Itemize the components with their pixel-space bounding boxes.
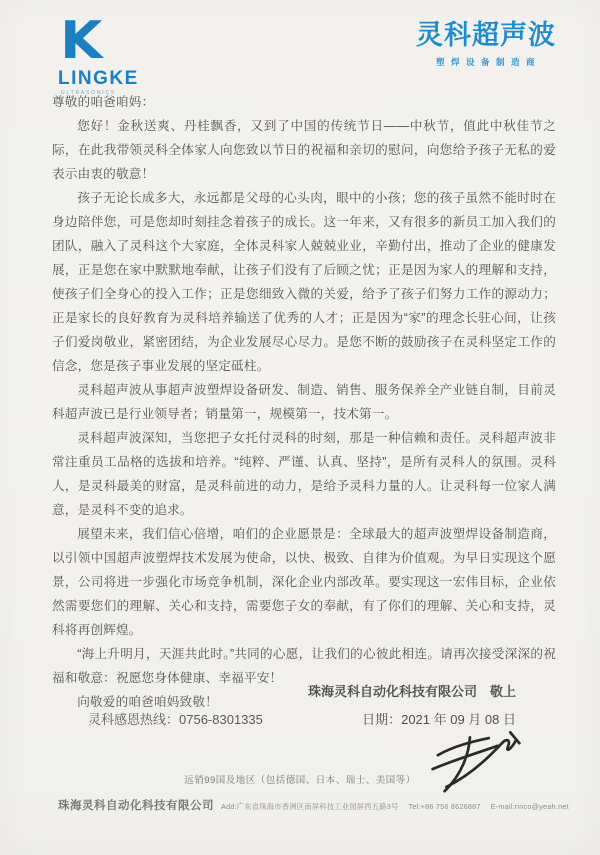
paragraph-1: 您好！金秋送爽、丹桂飘香，又到了中国的传统节日——中秋节，值此中秋佳节之际，在此我带领灵科全体家人向您致以节日的祝福和亲切的慰问，向您给予孩子无私的爱表示由衷的敬意！ <box>52 119 556 181</box>
tribute-line: 向敬爱的咱爸咱妈致敬！ <box>77 695 218 709</box>
footer-address: Add:广东省珠海市香洲区南屏科技工业园屏西五路3号 <box>221 802 399 811</box>
letter-body <box>52 90 556 714</box>
paragraph-2: 孩子无论长成多大，永远都是父母的心头肉，眼中的小孩；您的孩子虽然不能时时在身边陪伴您，可是您却时刻挂念着孩子的成长。这一年来，又有很多的新员工加入我们的团队，融入了灵科这个大家庭，全体灵科家人兢兢业业，辛勤付出，推动了企业的健康发展，正是您在家中默默地奉献，让孩子们没有了后顾之忧；正是因为家人的理解和支持，使孩子们全身心的投入工作；正是您细致入微的关爱，给予了孩子们努力工作的源动力；正是家长的良好教育为灵科培养输送了优秀的人才；正是因为“家”的理念长驻心间，让孩子们爱岗敬业，紧密团结，为企业发展尽心尽力。是您不断的鼓励孩子在灵科坚定工作的信念，您是孩子事业发展的坚定砥柱。 <box>52 191 556 373</box>
footer-email: E-mail:rinco@yeah.net <box>490 802 569 811</box>
paragraph-3: 灵科超声波从事超声波塑焊设备研发、制造、销售、服务保养全产业链自制，目前灵科超声波已是行业领导者；销量第一，规模第一，技术第一。 <box>52 383 556 421</box>
footer-info-bar <box>58 797 588 813</box>
brand-subtitle: 塑焊设备制造商 <box>435 57 541 67</box>
logo-tagline: ULTRASONICS <box>61 89 116 96</box>
paragraph-6: “海上升明月，天涯共此时。”共同的心愿，让我们的心彼此相连。请再次接受深深的祝福和敬意：祝愿您身体健康、幸福平安！ <box>52 647 556 685</box>
paragraph-4: 灵科超声波深知，当您把子女托付灵科的时刻，那是一种信赖和责任。灵科超声波非常注重员工品格的选拔和培养。“纯粹、严谨、认真、坚持”，是所有灵科人的氛围。灵科人，是灵科最美的财富，是灵科前进的动力，是给予灵科力量的人。让灵科每一位家人满意，是灵科不变的追求。 <box>52 431 556 517</box>
salutation: 尊敬的咱爸咱妈： <box>52 95 155 109</box>
export-countries-line: 远销99国及地区（包括德国、日本、瑞士、美国等） <box>184 775 416 786</box>
paragraph-5: 展望未来，我们信心倍增，咱们的企业愿景是：全球最大的超声波塑焊设备制造商，以引领中国超声波塑焊技术发展为使命，以快、极致、自律为价值观。为早日实现这个愿景，公司将进一步强化市场竞争机制，深化企业内部改革。要实现这一宏伟目标，企业依然需要您们的理解、关心和支持，需要您子女的奉献，有了你们的理解、关心和支持，灵科将再创辉煌。 <box>52 527 556 637</box>
footer-telephone: Tel:+86 756 8626887 <box>408 802 481 811</box>
letter-date: 日期：2021 年 09 月 08 日 <box>362 712 516 727</box>
company-logo <box>58 11 139 96</box>
brand-block <box>416 22 556 68</box>
signoff-company: 珠海灵科自动化科技有限公司 敬上 <box>307 684 516 699</box>
letterhead <box>58 11 556 96</box>
brand-title: 灵科超声波 <box>416 20 556 50</box>
footer-company-name: 珠海灵科自动化科技有限公司 <box>58 800 214 812</box>
gratitude-hotline: 灵科感恩热线：0756-8301335 <box>88 712 263 727</box>
lingke-k-logo-icon: K <box>60 11 103 71</box>
handwritten-signature <box>422 727 530 800</box>
logo-wordmark: LINGKE <box>58 67 139 89</box>
